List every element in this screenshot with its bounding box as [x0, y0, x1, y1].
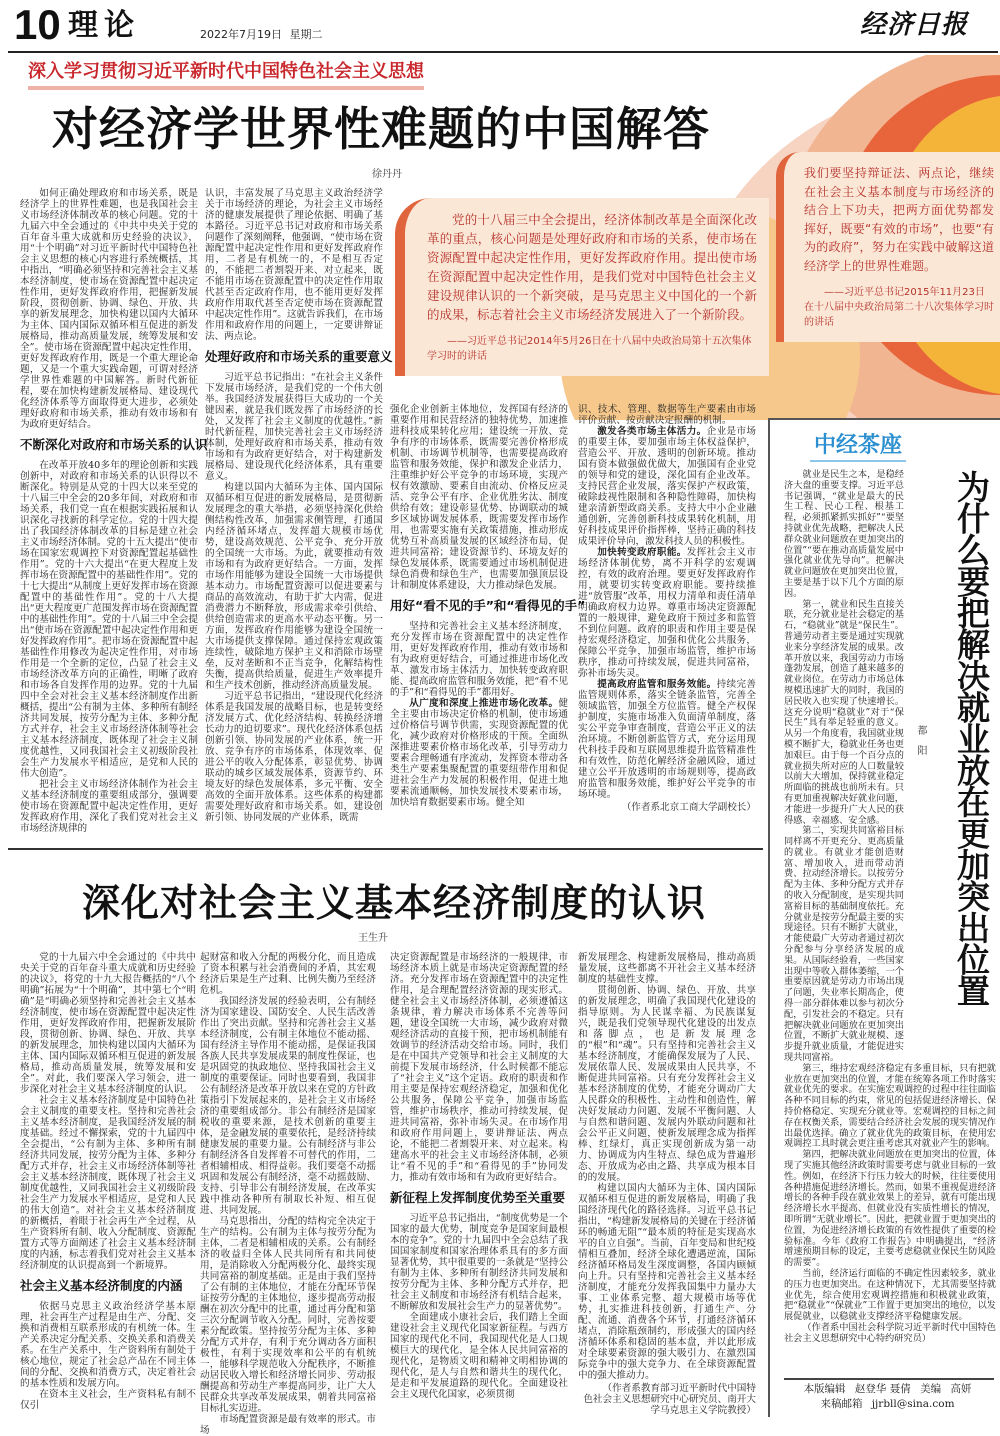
page-credits	[780, 1382, 995, 1412]
paragraph-text: 发挥社会主义市场经济体制优势，离不开科学的宏观调控，有效的政府治理。要更好发挥政府作用，就要切实转变政府职能。要持续推进“放管服”改革，用权力清单和责任清单明确政府权力边界。尊重市场决定资源配置的一般规律，避免政府干预过多和监管不到位问题。政府的职责和作用主要是保持宏观经济稳定，加强和优化公共服务，保障公平竞争，加强市场监管，维护市场秩序，推动可持续发展，促进共同富裕，弥补市场失灵。	[578, 547, 756, 679]
section-name: 理论	[68, 8, 140, 43]
series-banner: 深入学习贯彻习近平新时代中国特色社会主义思想	[28, 60, 424, 90]
sidebar-title: 为什么要把解决就业放在更加突出位置	[952, 470, 991, 1006]
sidebar-title-block	[904, 470, 996, 1050]
author-note: （作者系北京工商大学副校长）	[621, 802, 756, 813]
editors: 赵登华 聂倩	[854, 1383, 911, 1395]
paragraph: 第三，维持宏观经济稳定有多重目标，只有把就业放在更加突出的位置，才能在统筹各项工作时落实就业优先的要求。在实施宏观调控的过程中往往面临各种不同目标的约束，常见的包括促进经济增长、保持价格稳定、实现充分就业等。宏观调控的目标之间存在权衡关系，需要结合经济社会发展的现实情况作出最优选择。确立了就业优先的政策目标，在使用宏观调控工具时就会更注重考虑其对就业产生的影响。	[784, 1062, 996, 1150]
paragraph: 习近平总书记指出，“建设现代化经济体系是我国发展的战略目标，也是转变经济发展方式、优化经济结构、转换经济增长动力的迫切要求”。现代化经济体系包括创新引领、协同发展的产业体系，统一开放、竞争有序的市场体系，体现效率、促进公平的收入分配体系，彰显优势、协调联动的城乡区域发展体系，资源节约、环境友好的绿色发展体系，多元平衡、安全高效的全面开放体系。这些体系的构建都需要处理好政府和市场关系。如，建设创新引领、协同发展的产业体系，既需	[205, 691, 383, 823]
email-label: 来稿邮箱	[820, 1398, 863, 1410]
paragraph: 在资本主义社会，生产资料私有制不仅引	[20, 1389, 196, 1411]
paragraph: 第二，实现共同富裕目标同样离不开更充分、更高质量的就业。有就业才能创造财富、增加收入，进而带动消费、拉动经济增长。以按劳分配为主体、多种分配方式并存的收入分配制度，是实现共同富裕目标的基础制度依托。充分就业是按劳分配最主要的实现途径。只有不断扩大就业，才能使最广大劳动者通过初次分配参与分享经济发展的成果。从国际经验看，一些国家出现中等收入群体萎缩，一个重要原因就是劳动力市场出现了问题，失业率长期高企，使得一部分群体难以参与初次分配，引发社会的不稳定。只有把解决就业问题放在更加突出位置，不断扩大就业规模、逐步提升就业质量，才能促进实现共同富裕。	[784, 825, 904, 1064]
paragraph: 社会主义基本经济制度是中国特色社会主义制度的重要支柱。坚持和完善社会主义基本经济制度，是我国经济发展的制度基础。经过不懈探索，党的十九届四中全会提出，“公有制为主体、多种所有制经济共同发展，按劳分配为主体、多种分配方式并存，社会主义市场经济体制等社会主义基本经济制度，既体现了社会主义制度优越性，又同我国社会主义初级阶段社会生产力发展水平相适应，是党和人民的伟大创造”。对社会主义基本经济制度的新概括，着眼于社会再生产全过程，从生产资料所有制、收入分配制度、资源配置方式等方面阐述了社会主义基本经济制度的内涵，标志着我们党对社会主义基本经济制度的认识提高到一个新境界。	[20, 1095, 196, 1271]
editor-label: 本版编辑	[803, 1383, 846, 1395]
sidebar-column	[768, 418, 1000, 1417]
article2-column	[20, 952, 196, 1411]
paragraph: 认识，丰富发展了马克思主义政治经济学关于市场经济的理论，为社会主义市场经济的健康发展提供了理论依据、明确了基本路径。习近平总书记对政府和市场关系问题作了深刻阐释，他强调，“使市场在资源配置中起决定性作用和更好发挥政府作用，二者是有机统一的，不是相互否定的，不能把二者割裂开来、对立起来，既不能用市场在资源配置中的决定性作用取代甚至否定政府作用，也不能用更好发挥政府作用取代甚至否定使市场在资源配置中起决定性作用”。这就告诉我们，在市场作用和政府作用的问题上，一定要讲辩证法、两点论。	[205, 188, 383, 342]
paragraph: （作者系中国社会科学院习近平新时代中国特色社会主义思想研究中心特约研究员）	[784, 1321, 996, 1344]
designer-label: 美编	[920, 1383, 942, 1395]
article2-author: 王生升	[358, 933, 388, 944]
paragraph: 马克思指出，分配的结构完全决定于生产的结构。公有制为主体与按劳分配为主体，二者是相辅相成的关系。公有制经济的收益归全体人民共同所有和共同使用，是消除收入分配两极分化、最终实现共同富裕的制度基础。正是由于我们坚持了公有制的主体地位，才能在分配环节保证按劳分配的主体地位，逐步提高劳动报酬在初次分配中的比重，通过再分配和第三次分配调节收入分配。同时，完善按要素分配政策。坚持按劳分配为主体、多种分配方式并存，有利于充分调动各方面积极性，有利于实现效率和公平的有机统一，能够科学规范收入分配秩序，不断推动居民收入增长和经济增长同步、劳动报酬提高和劳动生产率提高同步，让广大人民群众共享改革发展成果，朝着共同富裕目标扎实迈进。	[200, 1216, 376, 1414]
article2-column	[390, 952, 568, 1400]
article1-column	[390, 404, 586, 808]
quote-source: ——习近平总书记2014年5月26日在十八届中央政治局第十五次集体学习时的讲话	[427, 336, 752, 362]
article1-column	[578, 404, 756, 813]
sidebar-author: 都阳	[915, 725, 926, 765]
article1-title: 对经济学世界性难题的中国解答	[52, 102, 710, 156]
paragraph: 强化企业创新主体地位，发挥国有经济的重要作用和民营经济的独特优势，加速推进科技成果转化应用；建设统一开放、竞争有序的市场体系，既需要完善价格形成机制、市场调节机制等，也需要提高政府监管和服务效能，保护和激发企业活力，注重维护好公平竞争的市场环境，实现产权有效激励、要素自由流动、价格反应灵活、竞争公平有序、企业优胜劣汰、制度供给有效；建设彰显优势、协调联动的城乡区域协调发展体系，既需要发挥市场作用，也需要实施有关政策措施，推动形成优势互补高质量发展的区域经济布局，促进共同富裕；建设资源节约、环境友好的绿色发展体系，既需要通过市场机制促进绿色消费和绿色生产，也需要加强顶层设计和制度体系建设，大力推动绿色发展。	[390, 404, 568, 591]
paragraph: 党的十九届六中全会通过的《中共中央关于党的百年奋斗重大成就和历史经验的决议》，将党的十九大报告概括的“八个明确”拓展为“十个明确”，其中第七个“明确”是“明确必须坚持和完善社会主义基本经济制度，使市场在资源配置中起决定性作用，更好发挥政府作用，把握新发展阶段，贯彻创新、协调、绿色、开放、共享的新发展理念，加快构建以国内大循环为主体、国内国际双循环相互促进的新发展格局，推动高质量发展，统筹发展和安全”。对此，我们要深入学习领会，进一步深化对社会主义基本经济制度的认识。	[20, 952, 196, 1095]
paragraph-lead: 激发各类市场主体活力。	[597, 426, 707, 437]
quote-box-2	[776, 152, 1000, 342]
author-note: （作者系教育部习近平新时代中国特色社会主义思想研究中心研究员、南开大学马克思主义学院教授）	[583, 1383, 756, 1416]
credits-rule	[784, 1378, 994, 1380]
paragraph-text: 持续完善监管规则体系，落实全链条监管，完善全领域监管，加强全方位监管。健全产权保护制度，实施市场准入负面清单制度，落实公平竞争审查制度，营造公平正义的法治环境。不断创新监管方式，充分运用现代科技手段和互联网思维提升监管精准性和有效性，防范化解经济金融风险，通过建立公平开放透明的市场规则等，提高政府监管和服务效能，维护好公平竞争的市场环境。	[578, 679, 756, 800]
issue-date: 2022年7月19日 星期二	[200, 28, 323, 41]
paragraph: 把社会主义市场经济体制作为社会主义基本经济制度的重要组成部分，强调要使市场在资源配置中起决定性作用，更好发挥政府作用，深化了我们党对社会主义市场经济规律的	[20, 779, 198, 834]
paragraph-lead: 从广度和深度上推进市场化改革。	[409, 698, 559, 709]
paragraph: 起财富和收入分配的两极分化，而且造成了资本积累与社会消费间的矛盾，其宏观经济后果是生产过剩、比例失衡乃至经济危机。	[200, 952, 376, 996]
quote-box-1	[395, 198, 769, 376]
paragraph: 贯彻创新、协调、绿色、开放、共享的新发展理念，明确了我国现代化建设的指导原则。为人民谋幸福、为民族谋复兴，既是我们党领导现代化建设的出发点和落脚点，也是新发展理念的“根”和“魂”。只有坚持和完善社会主义基本经济制度，才能确保发展为了人民、发展依靠人民、发展成果由人民共享，不断促进共同富裕。只有充分发挥社会主义基本经济制度的优势，才能充分调动广大人民群众的积极性、主动性和创造性，解决好发展动力问题、发展不平衡问题、人与自然和谐问题、发展内外联动问题和社会公平正义问题，使新发展理念成为指挥棒、红绿灯，真正实现创新成为第一动力、协调成为内生特点、绿色成为普遍形态、开放成为必由之路、共享成为根本目的的发展。	[578, 985, 756, 1183]
article2-title: 深化对社会主义基本经济制度的认识	[82, 880, 707, 925]
paragraph: 当前，经济运行面临的不确定性因素较多，就业的压力也更加突出。在这种情况下，尤其需要坚持就业优先，综合使用宏观调控措施和积极就业政策，把“稳就业”“保就业”工作置于更加突出的地位，以发展促就业，以稳就业支撑经济平稳健康发展。	[784, 1267, 996, 1323]
article2-column	[200, 952, 376, 1436]
quote-text: 我们要坚持辩证法、两点论，继续在社会主义基本制度与市场经济的结合上下功夫，把两方面优势都发挥好，既要“有效的市场”，也要“有为的政府”，努力在实践中破解这道经济学上的世界性难题。	[804, 166, 994, 273]
paragraph	[578, 679, 756, 800]
section-heading: 社会主义基本经济制度的内涵	[20, 1278, 183, 1293]
paragraph: 识、技术、管理、数据等生产要素由市场评价贡献、按贡献决定报酬的机制。	[578, 404, 756, 426]
paragraph: 全面建成小康社会后，我们踏上全面建设社会主义现代化国家新征程。与西方国家的现代化不同，我国现代化是人口规模巨大的现代化，是全体人民共同富裕的现代化，是物质文明和精神文明相协调的现代化，是人与自然和谐共生的现代化，是走和平发展道路的现代化。全面建设社会主义现代化国家，必须贯彻	[390, 1312, 568, 1400]
section-heading: 新征程上发挥制度优势至关重要	[390, 1190, 566, 1205]
article2-column	[578, 952, 756, 1416]
page-number: 10	[14, 1, 61, 48]
header-rule	[8, 51, 998, 53]
article1-column	[205, 188, 393, 823]
paragraph: 新发展理念、构建新发展格局，推动高质量发展，这些都离不开社会主义基本经济制度的基础性支撑。	[578, 952, 756, 985]
paragraph	[390, 698, 568, 808]
paragraph: 第四，把解决就业问题放在更加突出的位置，体现了实施其他经济政策时需要考虑与就业目标的一致性。例如，在经济下行压力较大的时候，往往要使用各种措施促进经济增长。然而，如果不重视促进经济增长的各种手段在就业效果上的差异，就有可能出现经济增长水平提高、但就业没有实质性增长的情况，即所谓“无就业增长”。因此，把就业置于更加突出的位置，为促进经济增长政策的有效性提供了重要的检验标准。今年《政府工作报告》中明确提出，“经济增速预期目标的设定，主要考虑稳就业保民生防风险的需要”。	[784, 1149, 996, 1269]
column-name: 中经茶座	[810, 432, 906, 462]
article1-column	[20, 188, 208, 834]
quote-text: 党的十八届三中全会提出，经济体制改革是全面深化改革的重点，核心问题是处理好政府和市场的关系，使市场在资源配置中起决定性作用，更好发挥政府作用。提出使市场在资源配置中起决定性作用，是我们党对中国特色社会主义建设规律认识的一个新突破，是马克思主义中国化的一个新的成果，标志着社会主义市场经济发展进入了一个新阶段。	[427, 212, 757, 322]
article-divider	[8, 848, 763, 850]
submission-email: jjrbll@sina.com	[871, 1398, 955, 1410]
paragraph-text: 健全主要由市场决定价格的机制，使市场通过价格信号调节供需，实现资源配置的优化，减少政府对价格形成的干预。全面纵深推进要素价格市场化改革，引导劳动力要素合理畅通有序流动，发挥资本带动各类生产要素集聚配置的重要纽带作用和促进社会生产力发展的积极作用，促进土地要素流通顺畅，加快发展技术要素市场，加快培育数据要素市场。健全知	[390, 698, 568, 808]
paragraph: 习近平总书记指出：“在社会主义条件下发展市场经济，是我们党的一个伟大创举。我国经济发展获得巨大成功的一个关键因素，就是我们既发挥了市场经济的长处，又发挥了社会主义制度的优越性。”新时代新征程，加快完善社会主义市场经济体制，处理好政府和市场关系，推动有效市场和有为政府更好结合，对于构建新发展格局、建设现代化经济体系，具有重要意义。	[205, 372, 383, 482]
section-heading: 用好“看不见的手”和“看得见的手”	[390, 598, 586, 613]
paragraph-lead: 加快转变政府职能。	[597, 547, 687, 558]
paragraph-lead: 提高政府监管和服务效能。	[597, 679, 717, 690]
paragraph: 坚持和完善社会主义基本经济制度，充分发挥市场在资源配置中的决定性作用，更好发挥政府作用，推动有效市场和有为政府更好结合，可通过推进市场化改革、激发市场主体活力、加快转变政府职能、提高政府监管和服务效能，把“看不见的手”和“看得见的手”都用好。	[390, 621, 568, 698]
paragraph-text: 企业是市场的重要主体，要加强市场主体权益保护，营造公平、开放、透明的创新环境。推动国有资本做强做优做大，加强国有企业党的领导和党的建设，深化国有企业改革。支持民营企业发展，落实保护产权政策，破除歧视性限制和各种隐性障碍，加快构建亲清新型政商关系。支持大中小企业融通创新，完善创新科技成果转化机制，用好科技成果评价指挥棒，坚持正确的科技成果评价导向，激发科技人员的积极性。	[578, 426, 757, 547]
article1-author: 徐丹丹	[372, 169, 402, 180]
paragraph: 在改革开放40多年的理论创新和实践创新中，对政府和市场关系的认识得以不断深化。特别是从党的十四大以来至党的十八届三中全会的20多年间，对政府和市场关系，我们党一直在根据实践拓展和认识深化寻找新的科学定位。党的十四大提出了我国经济体制改革的目标是建立社会主义市场经济体制。党的十五大提出“使市场在国家宏观调控下对资源配置起基础性作用”。党的十六大提出“在更大程度上发挥市场在资源配置中的基础性作用”。党的十七大提出“从制度上更好发挥市场在资源配置中的基础性作用”。党的十八大提出“更大程度更广范围发挥市场在资源配置中的基础性作用”。党的十八届三中全会提出“使市场在资源配置中起决定性作用和更好发挥政府作用”。把市场在资源配置中起基础性作用修改为起决定性作用，对市场作用是一个全新的定位，凸显了社会主义市场经济改革方向的正确性，明晰了政府和市场各自发挥作用的边界。党的十九届四中全会对社会主义基本经济制度作出新概括，提出“公有制为主体、多种所有制经济共同发展，按劳分配为主体、多种分配方式并存，社会主义市场经济体制等社会主义基本经济制度，既体现了社会主义制度优越性，又同我国社会主义初级阶段社会生产力发展水平相适应，是党和人民的伟大创造”。	[20, 460, 198, 779]
paragraph: 依据马克思主义政治经济学基本原理，社会再生产过程是由生产、分配、交换和消费相互联系形成的有机统一体。生产关系决定分配关系、交换关系和消费关系。在生产关系中，生产资料所有制处于核心地位，规定了社会总产品在不同主体间的分配、交换和消费方式，决定着社会的基本性质和发展方向。	[20, 1301, 196, 1389]
paragraph: 就业是民生之本，是稳经济大盘的重要支撑。习近平总书记强调，“就业是最大的民生工程、民心工程、根基工程，必须抓紧抓实抓好”“要坚持就业优先战略，把解决人民群众就业问题放在更加突出的位置”“要在推动高质量发展中强化就业优先导向”。把解决就业问题放在更加突出位置，主要是基于以下几个方面的原因。	[784, 469, 904, 599]
paragraph: 构建以国内大循环为主体、国内国际双循环相互促进的新发展格局，明确了我国经济现代化的路径选择。习近平总书记指出，“构建新发展格局的关键在于经济循环的畅通无阻”“最本质的特征是实现高水平的自立自强”。当前，百年变局和世纪疫情相互叠加，经济全球化遭遇逆流，国际经济循环格局发生深度调整，各国内顾倾向上升。只有坚持和完善社会主义基本经济制度，才能充分发挥我国集中力量办大事、工业体系完整、超大规模市场等优势，扎实推进科技创新，打通生产、分配、流通、消费各个环节，打通经济循环堵点，消除瓶颈制约，形成强大的国内经济循环体系和稳固的基本盘，并以此形成对全球要素资源的强大吸引力、在激烈国际竞争中的强大竞争力、在全球资源配置中的强大推动力。	[578, 1183, 756, 1381]
paragraph: 我国经济发展的经验表明，公有制经济为国家建设、国防安全、人民生活改善作出了突出贡献。坚持和完善社会主义基本经济制度，公有制主体地位不能动摇、国有经济主导作用不能动摇，是保证我国各族人民共享发展成果的制度性保证，也是巩固党的执政地位、坚持我国社会主义制度的重要保证。同时也要看到，我国非公有制经济是改革开放以来在党的方针政策指引下发展起来的，是社会主义市场经济的重要组成部分。非公有制经济是国家税收的重要来源，是技术创新的重要主体，是金融发展的重要依托，是经济持续健康发展的重要力量。公有制经济与非公有制经济各自发挥着不可替代的作用，二者相辅相成、相得益彰。我们要毫不动摇巩固和发展公有制经济，毫不动摇鼓励、支持、引导非公有制经济发展，在改革实践中推动各种所有制取长补短、相互促进、共同发展。	[200, 996, 376, 1216]
designer: 高妍	[950, 1383, 972, 1395]
section-heading: 不断深化对政府和市场关系的认识	[20, 437, 208, 452]
sidebar-body	[784, 470, 996, 1345]
paragraph: 第一，就业和民生直接关联，充分就业是社会稳定的基石，“稳就业”就是“保民生”。普通劳动者主要是通过实现就业来分享经济发展的成果。改革开放以来，我国劳动力市场蓬勃发展，创造了越来越多的就业岗位。在劳动力市场总体规模迅速扩大的同时，我国的居民收入也实现了快速增长。这充分说明“稳就业”对于“保民生”具有举足轻重的意义。从另一个角度看，我国就业规模不断扩大，稳就业任务也更加艰巨。由于每一个百分点的就业损失所对应的人口数量较以前大大增加，保持就业稳定所面临的挑战也前所未有。只有更加重视解决好就业问题，才能进一步提升广大人民的获得感、幸福感、安全感。	[784, 598, 904, 826]
paragraph: 构建以国内大循环为主体、国内国际双循环相互促进的新发展格局，是贯彻新发展理念的重大举措，必须坚持深化供给侧结构性改革，加强需求侧管理，打通国内经济循环堵点，发挥超大规模市场优势，建设高效规范、公平竞争、充分开放的全国统一大市场。为此，就要推动有效市场和有为政府更好结合。一方面，发挥市场作用能够为建设全国统一大市场提供基本动力。市场配置资源可以促进要素与商品的高效流动，有助于扩大内需，促进消费潜力不断释放，形成需求牵引供给、供给创造需求的更高水平动态平衡。另一方面，发挥政府作用能够为建设全国统一大市场提供支撑保障。通过保持宏观政策连续性，破除地方保护主义和消除市场壁垒，反对垄断和不正当竞争，化解结构性失衡，提高供给质量，促进生产效率提升和生产技术创新，推动经济高质量发展。	[205, 482, 383, 691]
paragraph: 市场配置资源是最有效率的形式。市场	[200, 1414, 376, 1436]
masthead-logo: 经济日报	[860, 10, 969, 40]
paragraph: 决定资源配置是市场经济的一般规律，市场经济本质上就是市场决定资源配置的经济。充分发挥市场在资源配置中的决定性作用，是合理配置经济资源的现实形式。健全社会主义市场经济体制，必须遵循这条规律，着力解决市场体系不完善等问题，建设全国统一大市场，减少政府对微观经济活动的直接干预，把市场机制能有效调节的经济活动交给市场。同时，我们是在中国共产党领导和社会主义制度的大前提下发展市场经济，什么时候都不能忘了“社会主义”这个定语。政府的职责和作用主要是保持宏观经济稳定，加强和优化公共服务，保障公平竞争，加强市场监管，维护市场秩序，推动可持续发展，促进共同富裕，弥补市场失灵。在市场作用和政府作用问题上，要讲辩证法、两点论，不能把二者割裂开来、对立起来。构建高水平的社会主义市场经济体制，必须让“看不见的手”和“看得见的手”协同发力，推动有效市场和有为政府更好结合。	[390, 952, 568, 1183]
paragraph: 习近平总书记指出，“制度优势是一个国家的最大优势，制度竞争是国家间最根本的竞争”。党的十九届四中全会总结了我国国家制度和国家治理体系具有的多方面显著优势，其中很重要的一条就是“坚持公有制为主体、多种所有制经济共同发展和按劳分配为主体、多种分配方式并存，把社会主义制度和市场经济有机结合起来，不断解放和发展社会生产力的显著优势”。	[390, 1213, 568, 1312]
paragraph: 如何正确处理政府和市场关系，既是经济学上的世界性难题，也是我国社会主义市场经济体制改革的核心问题。党的十九届六中全会通过的《中共中央关于党的百年奋斗重大成就和历史经验的决议》，用“十个明确”对习近平新时代中国特色社会主义思想的核心内容进行系统概括，其中指出，“明确必须坚持和完善社会主义基本经济制度，使市场在资源配置中起决定性作用，更好发挥政府作用，把握新发展阶段，贯彻创新、协调、绿色、开放、共享的新发展理念，加快构建以国内大循环为主体、国内国际双循环相互促进的新发展格局，推动高质量发展，统筹发展和安全”。使市场在资源配置中起决定性作用，更好发挥政府作用，既是一个重大理论命题，又是一个重大实践命题，可谓对经济学世界性难题的中国解答。新时代新征程，要在加快构建新发展格局、建设现代化经济体系等方面取得更大进步，必须处理好政府和市场关系，推动有效市场和有为政府更好结合。	[20, 188, 198, 430]
paragraph	[578, 547, 756, 679]
quote-source: ——习近平总书记2015年11月23日在十八届中央政治局第二十八次集体学习时的讲话	[804, 287, 994, 328]
section-heading: 处理好政府和市场关系的重要意义	[205, 349, 393, 364]
paragraph	[578, 426, 756, 547]
